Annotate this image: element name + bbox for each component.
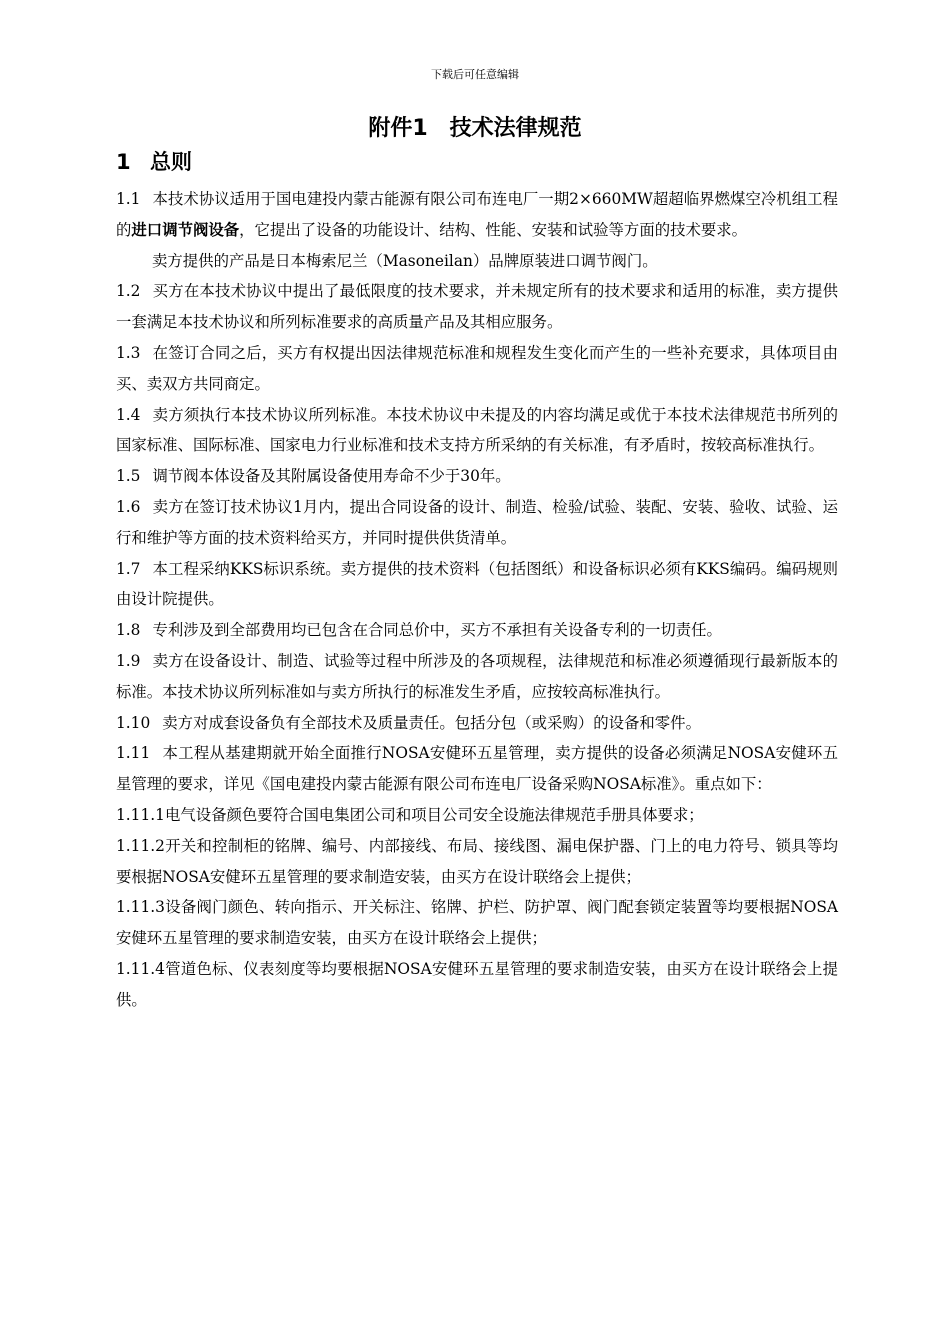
clause-1-6 bbox=[116, 492, 838, 554]
clause-text: 买方在本技术协议中提出了最低限度的技术要求，并未规定所有的技术要求和适用的标准，卖方提供一套满足本技术协议和所列标准要求的高质量产品及其相应服务。 bbox=[116, 282, 838, 332]
clause-number: 1.11.4 bbox=[116, 959, 165, 978]
clause-number: 1.6 bbox=[116, 497, 141, 516]
clause-1-11 bbox=[116, 738, 838, 800]
header-note: 下载后可任意编辑 bbox=[431, 68, 519, 81]
clause-1-9 bbox=[116, 646, 838, 708]
clause-text: 在签订合同之后，买方有权提出因法律规范标准和规程发生变化而产生的一些补充要求，具体项目由买、卖双方共同商定。 bbox=[116, 343, 838, 393]
clause-1-1 bbox=[116, 184, 838, 246]
clause-1-3 bbox=[116, 338, 838, 400]
clause-text: 开关和控制柜的铭牌、编号、内部接线、布局、接线图、漏电保护器、门上的电力符号、锁具等均要根据NOSA安健环五星管理的要求制造安装，由买方在设计联络会上提供； bbox=[116, 836, 838, 886]
section-number: 1 bbox=[116, 150, 131, 174]
clause-text: 本技术协议适用于国电建投内蒙古能源有限公司布连电厂一期2×660MW超超临界燃煤空冷机组工程的 bbox=[116, 190, 838, 239]
clause-number: 1.10 bbox=[116, 713, 151, 732]
clause-number: 1.11.1 bbox=[116, 805, 165, 824]
clause-1-5 bbox=[116, 461, 838, 492]
clause-text: 卖方在设备设计、制造、试验等过程中所涉及的各项规程，法律规范和标准必须遵循现行最新版本的标准。本技术协议所列标准如与卖方所执行的标准发生矛盾，应按较高标准执行。 bbox=[116, 651, 838, 701]
clause-text: 卖方提供的产品是日本梅索尼兰（Masoneilan）品牌原装进口调节阀门。 bbox=[152, 251, 658, 270]
clause-number: 1.4 bbox=[116, 405, 141, 424]
clause-1-1-product-note bbox=[116, 246, 838, 277]
clause-1-11-2 bbox=[116, 831, 838, 893]
clause-text: 电气设备颜色要符合国电集团公司和项目公司安全设施法律规范手册具体要求； bbox=[164, 805, 704, 824]
clause-number: 1.9 bbox=[116, 651, 141, 670]
clause-text: 本工程从基建期就开始全面推行NOSA安健环五星管理，卖方提供的设备必须满足NOSA安健环五星管理的要求，详见《国电建投内蒙古能源有限公司布连电厂设备采购NOSA标准》。重点如下： bbox=[116, 744, 838, 794]
clause-text: 设备阀门颜色、转向指示、开关标注、铭牌、护栏、防护罩、阀门配套锁定装置等均要根据NOSA安健环五星管理的要求制造安装，由买方在设计联络会上提供； bbox=[116, 898, 838, 948]
clause-text: 专利涉及到全部费用均已包含在合同总价中，买方不承担有关设备专利的一切责任。 bbox=[152, 621, 722, 640]
document-title: 附件1 技术法律规范 bbox=[368, 116, 582, 141]
clause-bold-text: 进口调节阀设备 bbox=[131, 220, 240, 239]
clause-number: 1.5 bbox=[116, 467, 141, 486]
clause-text: 卖方须执行本技术协议所列标准。本技术协议中未提及的内容均满足或优于本技术法律规范书所列的国家标准、国际标准、国家电力行业标准和技术支持方所采纳的有关标准，有矛盾时，按较高标准执行。 bbox=[116, 405, 838, 455]
clause-1-8 bbox=[116, 615, 838, 646]
clause-number: 1.11 bbox=[116, 744, 151, 763]
clause-text: 卖方对成套设备负有全部技术及质量责任。包括分包（或采购）的设备和零件。 bbox=[162, 713, 701, 732]
clause-1-2 bbox=[116, 276, 838, 338]
clause-text-continued: ，它提出了设备的功能设计、结构、性能、安装和试验等方面的技术要求。 bbox=[239, 220, 748, 239]
clause-1-7 bbox=[116, 554, 838, 616]
clause-number: 1.8 bbox=[116, 621, 141, 640]
clause-1-11-4 bbox=[116, 954, 838, 1016]
document-body bbox=[116, 184, 838, 1016]
clause-text: 卖方在签订技术协议1月内，提出合同设备的设计、制造、检验/试验、装配、安装、验收、试验、运行和维护等方面的技术资料给买方，并同时提供供货清单。 bbox=[116, 497, 838, 547]
clause-1-10 bbox=[116, 708, 838, 739]
clause-number: 1.7 bbox=[116, 559, 141, 578]
clause-number: 1.11.3 bbox=[116, 898, 165, 917]
clause-1-11-1 bbox=[116, 800, 838, 831]
clause-text: 本工程采纳KKS标识系统。卖方提供的技术资料（包括图纸）和设备标识必须有KKS编码。编码规则由设计院提供。 bbox=[116, 559, 838, 609]
clause-number: 1.3 bbox=[116, 343, 141, 362]
clause-text: 管道色标、仪表刻度等均要根据NOSA安健环五星管理的要求制造安装，由买方在设计联络会上提供。 bbox=[116, 959, 838, 1009]
clause-number: 1.1 bbox=[116, 190, 141, 208]
clause-1-4 bbox=[116, 400, 838, 462]
section-title: 总则 bbox=[150, 150, 192, 174]
section-heading bbox=[116, 147, 192, 177]
clause-text: 调节阀本体设备及其附属设备使用寿命不少于30年。 bbox=[152, 467, 511, 486]
clause-number: 1.2 bbox=[116, 282, 141, 301]
clause-1-11-3 bbox=[116, 892, 838, 954]
clause-number: 1.11.2 bbox=[116, 836, 165, 855]
